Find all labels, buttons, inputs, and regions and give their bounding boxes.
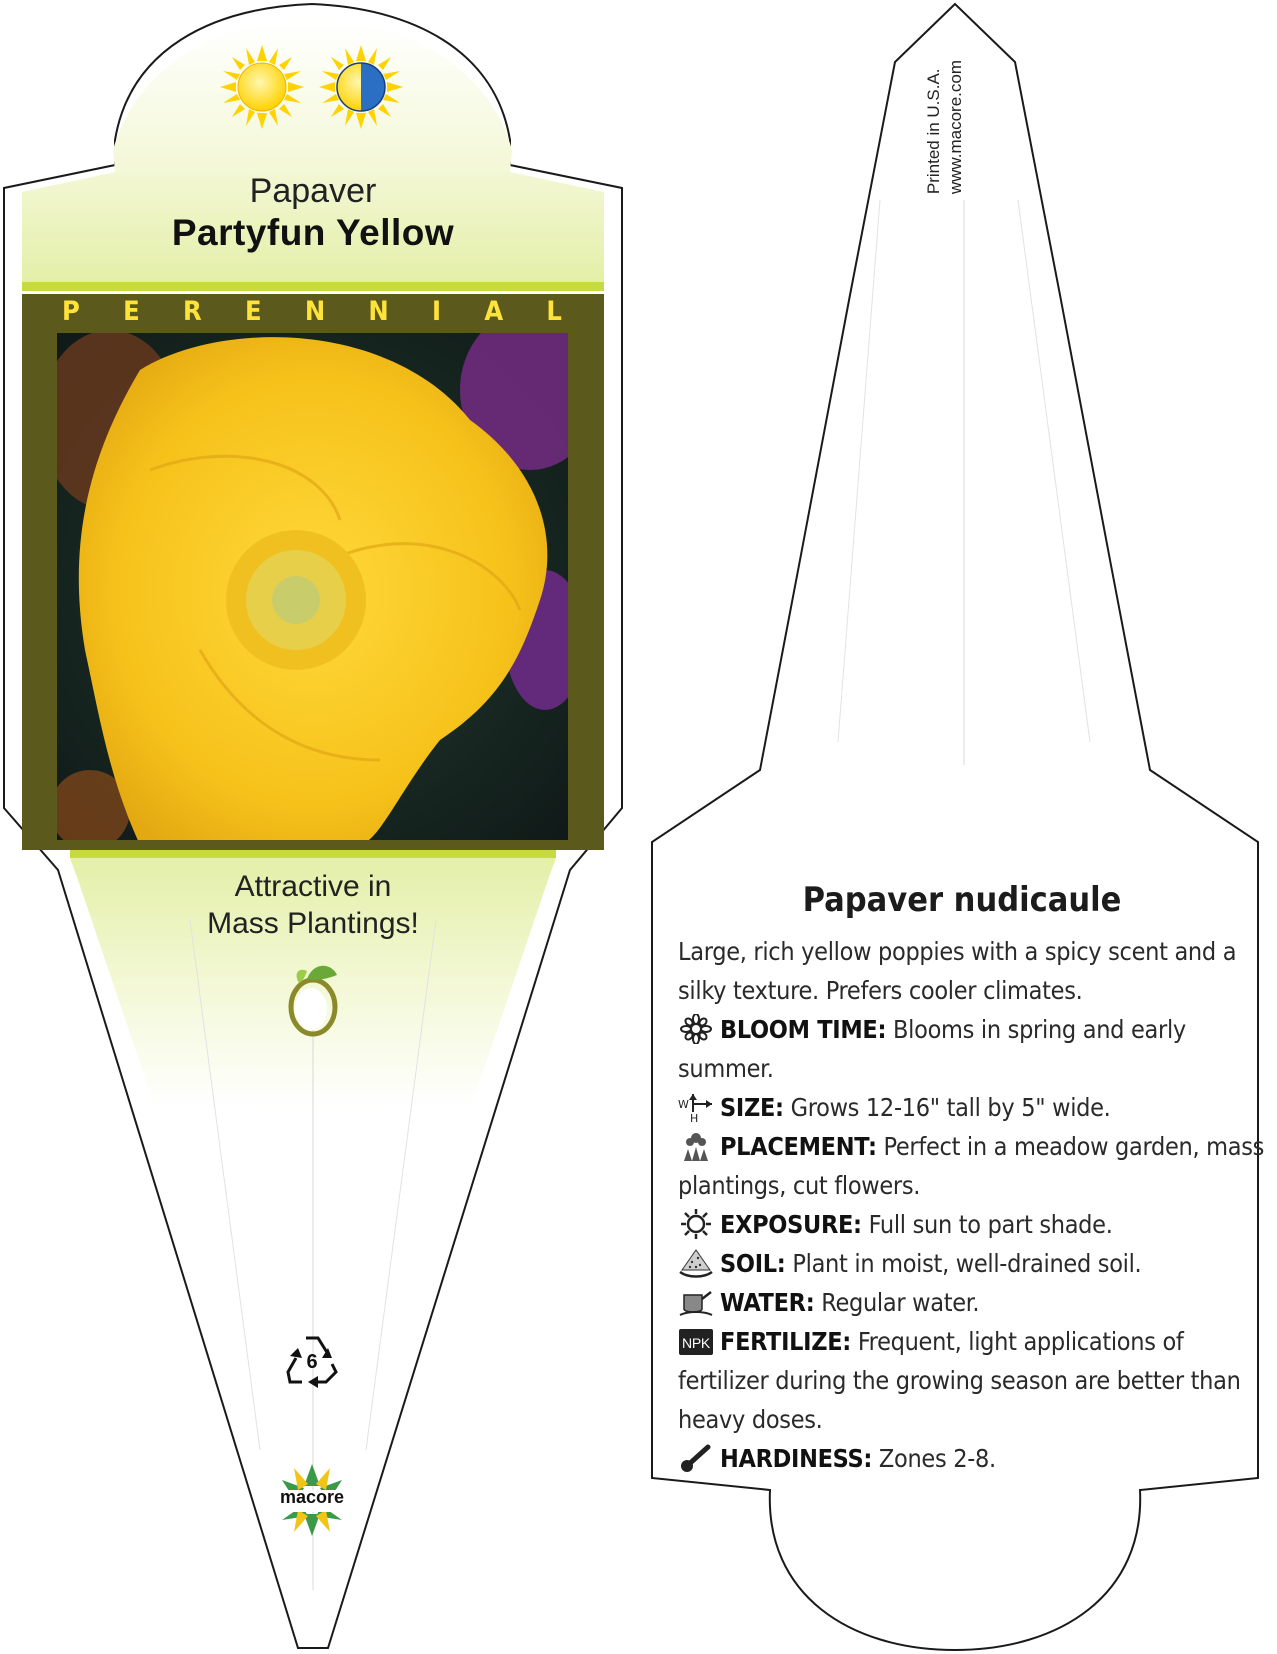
variety-name: Partyfun Yellow <box>171 212 455 253</box>
attribute-soil <box>678 1244 1266 1283</box>
attribute-bloom <box>678 1010 1266 1088</box>
attribute-exposure <box>678 1205 1266 1244</box>
placement-text: Perfect in a meadow garden, mass plantings, cut flowers. <box>678 1132 1265 1200</box>
category-letter: E <box>244 296 264 327</box>
npk-label: NPK <box>682 1335 710 1351</box>
brand-name: macore <box>279 1487 345 1507</box>
size-label: SIZE: <box>720 1093 784 1122</box>
fertilize-label: FERTILIZE: <box>720 1327 852 1356</box>
category-letter: E <box>123 296 142 327</box>
placement-label: PLACEMENT: <box>720 1132 877 1161</box>
attribute-fertilize <box>678 1322 1266 1439</box>
category-letter: A <box>484 296 506 327</box>
npk-icon <box>678 1326 714 1356</box>
attribute-hardiness <box>678 1439 1266 1478</box>
attribute-size <box>678 1088 1266 1127</box>
bloom-text: Blooms in spring and early summer. <box>678 1015 1186 1083</box>
sun-icon <box>678 1209 714 1239</box>
size-icon <box>678 1092 714 1122</box>
thermometer-icon <box>678 1443 714 1473</box>
genus-name: Papaver <box>249 172 377 210</box>
category-letter: I <box>432 296 444 327</box>
fertilize-text: Frequent, light applications of fertilizer during the growing season are better than heavy doses. <box>678 1327 1241 1434</box>
category-letter: L <box>546 296 564 327</box>
category-letter: N <box>368 296 391 327</box>
water-icon <box>678 1287 714 1317</box>
care-description <box>678 932 1266 1478</box>
slogan-line: Mass Plantings! <box>207 907 419 940</box>
slogan <box>150 868 476 942</box>
size-w-letter: W <box>678 1098 689 1111</box>
attribute-water <box>678 1283 1266 1322</box>
category-letter: R <box>182 296 204 327</box>
category-banner <box>22 296 604 327</box>
description: Large, rich yellow poppies with a spicy scent and a silky texture. Prefers cooler climates. <box>678 937 1237 1005</box>
attribute-placement <box>678 1127 1266 1205</box>
soil-label: SOIL: <box>720 1249 786 1278</box>
flower-icon <box>678 1014 714 1044</box>
category-letter: N <box>304 296 328 327</box>
size-h-letter: H <box>690 1112 698 1122</box>
exposure-text: Full sun to part shade. <box>868 1210 1113 1239</box>
category-letter: P <box>62 296 82 327</box>
full-sun-icon <box>220 45 304 129</box>
part-shade-icon <box>319 45 403 129</box>
exposure-label: EXPOSURE: <box>720 1210 862 1239</box>
bloom-label: BLOOM TIME: <box>720 1015 887 1044</box>
recycle-number: 6 <box>306 1351 318 1373</box>
soil-text: Plant in moist, well-drained soil. <box>792 1249 1142 1278</box>
poppy-photo <box>40 310 600 850</box>
placement-icon <box>678 1131 714 1161</box>
size-text: Grows 12-16" tall by 5" wide. <box>790 1093 1111 1122</box>
printed-in: Printed in U.S.A. <box>924 68 943 195</box>
soil-icon <box>678 1248 714 1278</box>
website: www.macore.com <box>946 60 965 195</box>
header-divider <box>22 282 604 291</box>
water-label: WATER: <box>720 1288 815 1317</box>
scientific-name: Papaver nudicaule <box>802 880 1122 920</box>
footer-divider <box>70 850 556 858</box>
hardiness-label: HARDINESS: <box>720 1444 873 1473</box>
water-text: Regular water. <box>821 1288 980 1317</box>
hardiness-text: Zones 2-8. <box>878 1444 996 1473</box>
slogan-line: Attractive in <box>234 870 392 903</box>
print-info <box>923 60 967 194</box>
